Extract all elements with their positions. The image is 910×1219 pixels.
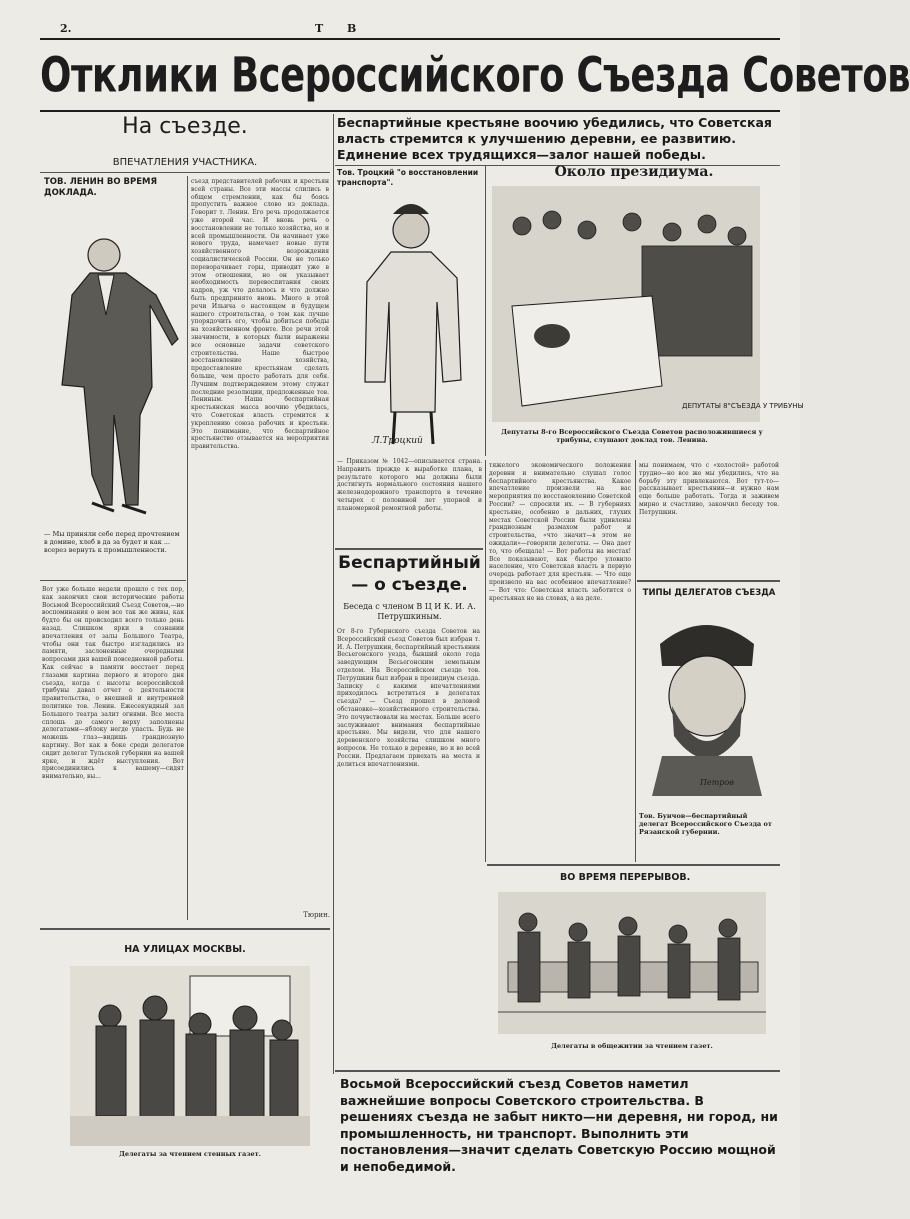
lenin-illustration (42, 215, 182, 525)
bespartiyny-subtitle: Беседа с членом В Ц И К. И. А. Петрушкиным. (343, 602, 476, 621)
portrait-signature: Петров (700, 778, 734, 787)
section-title-na-sezde: На съезде. (122, 114, 248, 139)
bespartiyny-article: От 8-го Губернского съезда Советов на Всероссийский съезд Советов был избран т. И. А. Петрушкин, беспартийный крестьянин Весьегонского уезда, бывший около года заведующим Весьегонским земельным отделом. На Всероссийском съезде тов. Петрушкин был избран в президиум съезда. Записку с какими впечатлениями приходилось встретиться в делегатах съезда? — Съезд прошел в деловой обстановке—хозяйственного строительства. Это почувствовали на местах. Больше всего заслуживают внимания беспартийные крестьяне. Мы видели, что для нашего деревенского хозяйства слишком много вопросов. Не только в деревне, но и во всей России. Предлагаем приехать на места и делиться впечатлениями. (337, 628, 480, 768)
divider (335, 548, 483, 550)
trotsky-signature: Л.Троцкий (372, 436, 423, 446)
closing-statement: Восьмой Всероссийский съезд Советов наметил важнейшие вопросы Советского строительства. В решениях съезда не забыт никто—ни деревня, ни город, ни промышленность, ни транспорт. Выполнить эти постановления—значит сделать Советскую Россию мощной и непобедимой. (340, 1076, 778, 1174)
breaks-caption: Делегаты в общежитии за чтением газет. (551, 1042, 713, 1050)
column-divider (485, 166, 486, 456)
section-title-breaks: ВО ВРЕМЯ ПЕРЕРЫВОВ. (560, 872, 691, 883)
streets-caption: Делегаты за чтением стенных газет. (119, 1150, 261, 1158)
section-title-delegate-types: ТИПЫ ДЕЛЕГАТОВ СЪЕЗДА (642, 588, 776, 598)
breaks-illustration (498, 892, 766, 1034)
column-divider (187, 176, 188, 920)
trotsky-caption: Тов. Троцкий "о восстановлении транспорта". (337, 168, 479, 187)
divider (40, 172, 330, 173)
divider (335, 1070, 780, 1072)
article-column-1: Вот уже больше недели прошло с тех пор, как закончил свои исторические работы Восьмой Всероссийский Съезд Советов,—но воспоминания о нем все так же живы, как будто бы он происходил всего только день назад. Слишком ярки в сознании впечатления от залы Большого Театра, чтобы они так быстро изгладились из памяти, заслоненные очередными вопросами дня вашей повседневной работы. Как сейчас в памяти восстает перед глазами картина первого и второго дня съезда, когда с высоты всероссийской трибуны давал отчет о деятельности правительства, о внешней и внутренней политике тов. Ленин. Ежесекундный зал Большого театра залит огнями. Все места сплошь до самого верху заполнены делегатами—яблоку негде упасть. Будь не можешь глаз—видишь грандиозную картину. Вот как в боке среди делегатов сидит делегат Тульской губернии на вашей ярке, и ждёт выступления. Вот присоединились к вашему—сидят внимательно, вы... (42, 586, 185, 781)
column-divider (485, 460, 486, 862)
divider (637, 580, 780, 582)
article-column-5: мы понимаем, что с «холостой» работой трудно—но все же мы убедились, что на борьбу эту привлекаются. Вот тут-то—рассказывает крестьянин—и нужно нам еще больше работать. Тогда и заживем мирно и счастливо, закончил беседу тов. Петрушкин. (639, 462, 779, 516)
presidium-caption: Депутаты 8-го Всероссийского Съезда Советов расположившиеся у трибуны, слушают доклад тов. Ленина. (501, 428, 763, 444)
paper-name: Т В (315, 22, 367, 35)
trotsky-article: — Приказом № 1042—описывается страна. Направить прежде к выработке плана, в результате которого мы должны были достигнуть нормального состояния нашего железнодорожного транспорта в течение четырех с половиной лет упорной и планомерной ремонтной работы. (337, 458, 482, 512)
article-column-4: тяжелого экономического положения деревни и внимательно слушал голос беспартийного крестьянства. Какое впечатление произвели на вас мероприятия по восстановлению Советской России? — спросили их. — В губерниях крестьяне, особенно в дальних, глухих местах Советской России были удивлены грандиозным размахом работ и строительства, «что значит—в этом не ожидали»—говорили делегаты. — Она дает то, что обещала! — Вот работы на местах! Все показывают, как быстро уловило население, что Советская власть в первую очередь работает для крестьян. — Что еще произвело на вас особенное впечатление? — Вот что: Советская власть заботится о крестьянах не на словах, а на деле. (489, 462, 631, 602)
divider (40, 580, 186, 581)
section-subtitle-impressions: ВПЕЧАТЛЕНИЯ УЧАСТНИКА. (112, 157, 258, 168)
delegate-portrait (642, 606, 772, 796)
presidium-illustration (492, 186, 804, 422)
headline-rule (40, 110, 780, 112)
presidium-drawing-note: ДЕПУТАТЫ 8"СЪЕЗДА У ТРИБУНЫ (682, 402, 804, 410)
lenin-illustration-note: — Мы приняли себе перед прочтением в домине, хлеб в да за будет и как ... всерез вернуть к промышленности. (44, 530, 180, 554)
column-divider (333, 114, 334, 1074)
intro-quote: Беспартийные крестьяне воочию убедились, что Советская власть стремится к улучшению деревни, ее развитию. Единение всех трудящихся—залог нашей победы. (337, 115, 772, 162)
article-column-2: съезд представителей рабочих и крестьян всей страны. Все эти массы слились в общем стремлении, как бы боясь пропустить важное слово из доклада. Говорит т. Ленин. Его речь продолжается уже второй час. И вновь речь о восстановлении не только хозяйства, но и всей промышленности. Он начинает уже нового труда, намечает новые пути хозяйственного возрождения социалистической России. Он не только переворачивает горы, приводит уже в этом отношении, но он указывает необходимость перевоспитания своих кадров, уж что делалось и что должно быть предпринято вновь. Много в этой речи Ильича о настоящем и будущем нашего строительства, о том как лучше упорядочить его, чтобы добиться победы на хозяйственном фронте. Все речи этой значимости, в которых были выражены все основные задачи советского строительства. Наше быстрое восстановление хозяйства, предоставление крестьянам сделать больше, чем просто работать для себя. Лучшим подтверждением этому служат последние резолюции, предложенные тов. Лениным. Наша беспартийная крестьянская масса воочию убедилась, что Советская власть стремится к укреплению союза рабочих и крестьян. Это понимание, что беспартийное крестьянство отзывается на мероприятия правительства. (191, 178, 329, 451)
section-title-presidium: Около президиума. (554, 164, 714, 180)
section-title-streets: НА УЛИЦАХ МОСКВЫ. (124, 944, 246, 955)
trotsky-illustration (345, 192, 480, 452)
page-number: 2. (60, 22, 72, 35)
delegate-caption: Тов. Бунчов—беспартийный делегат Всероссийского Съезда от Рязанской губернии. (639, 812, 772, 836)
column-divider (635, 460, 636, 862)
divider (487, 864, 780, 866)
section-title-bespartiyny: Беспартийный— о съезде. (338, 553, 481, 595)
page-header (40, 22, 780, 36)
author-signature: Тюрин. (303, 911, 330, 919)
lenin-caption: ТОВ. ЛЕНИН ВО ВРЕМЯ ДОКЛАДА. (44, 177, 158, 198)
streets-illustration (70, 966, 310, 1146)
header-rule (40, 38, 780, 40)
divider (40, 928, 330, 930)
main-headline: Отклики Всероссийского Съезда Советов (40, 47, 910, 104)
